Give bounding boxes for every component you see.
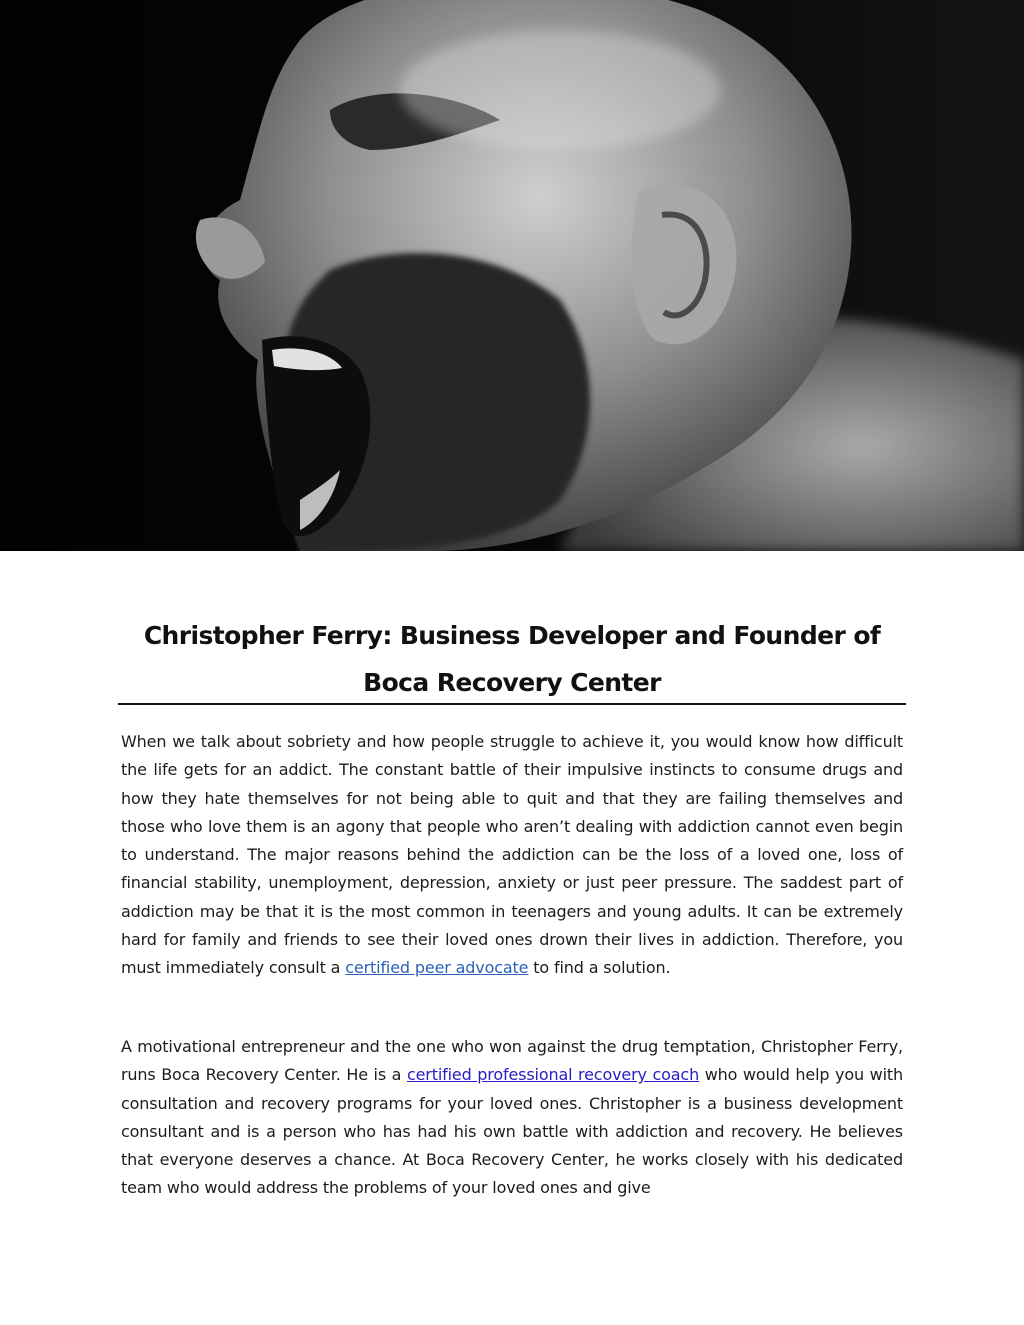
paragraph-text: to find a solution. xyxy=(528,958,671,978)
paragraph-text: who would help you with consultation and recovery programs for your loved ones. Christopher is a business development consultant and is a person who has had his own battle with addiction and recovery. He believes that everyone deserves a chance. At Boca Recovery Center, he works closely with his dedicated team who would address the problems of your loved ones and give xyxy=(121,1065,903,1198)
paragraph-text: A motivational entrepreneur and the one who won against the drug temptation, Christopher Ferry, runs Boca Recovery Center. He is a xyxy=(121,1037,903,1085)
certified-recovery-coach-link[interactable]: certified professional recovery coach xyxy=(406,1065,700,1085)
hero-photo-illustration xyxy=(0,0,1024,551)
title-divider xyxy=(118,703,906,705)
hero-photo xyxy=(0,0,1024,551)
paragraph-text: When we talk about sobriety and how people struggle to achieve it, you would know how difficult the life gets for an addict. The constant battle of their impulsive instincts to consume drugs and how they hate themselves for not being able to quit and that they are failing themselves and those who love them is an agony that people who aren’t dealing with addiction cannot even begin to understand. The major reasons behind the addiction can be the loss of a loved one, loss of financial stability, unemployment, depression, anxiety or just peer pressure. The saddest part of addiction may be that it is the most common in teenagers and young adults. It can be extremely hard for family and friends to see their loved ones drown their lives in addiction. Therefore, you must immediately consult a xyxy=(121,732,903,978)
page-title: Christopher Ferry: Business Developer and Founder of Boca Recovery Center xyxy=(143,621,881,697)
article-paragraph xyxy=(121,728,903,983)
article-paragraph xyxy=(121,1033,903,1203)
certified-peer-advocate-link[interactable]: certified peer advocate xyxy=(345,958,529,978)
